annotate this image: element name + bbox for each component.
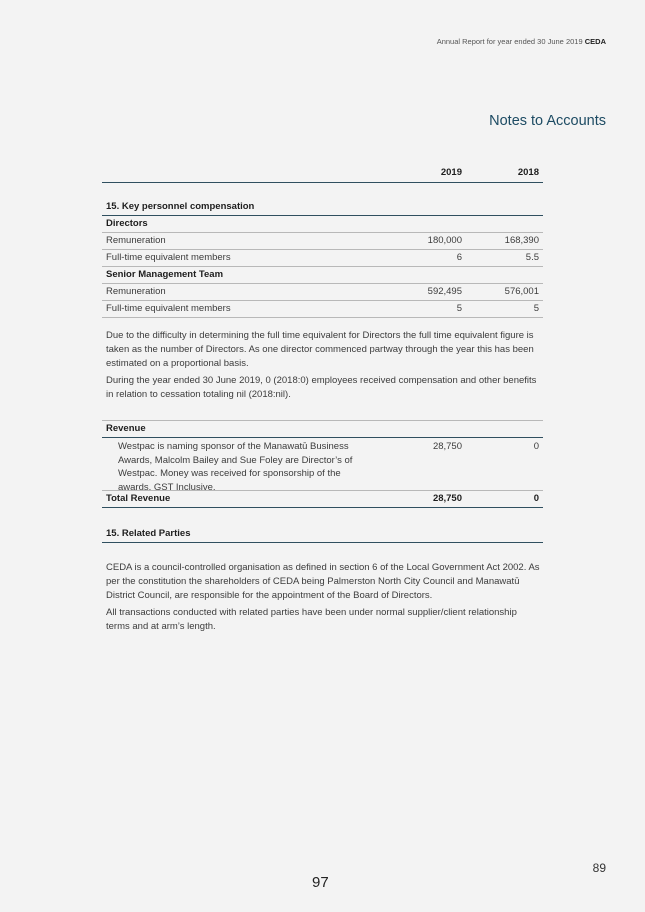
- revenue-title-row: [102, 421, 543, 438]
- page-header: [437, 37, 606, 46]
- personnel-table: [102, 165, 543, 318]
- col-2018: 2018: [517, 167, 539, 178]
- related-title-row: [102, 526, 543, 543]
- report-page-number: 89: [592, 861, 606, 875]
- revenue-total-2018: 0: [533, 493, 539, 504]
- table-row: Full-time equivalent members 5 5: [102, 301, 543, 318]
- document-page-number: 97: [312, 874, 329, 891]
- personnel-title: 15. Key personnel compensation: [106, 201, 255, 212]
- revenue-item-2019: 28,750: [432, 441, 462, 452]
- revenue-item-desc: Westpac is naming sponsor of the Manawatū Business Awards, Malcolm Bailey and Sue Foley are Director’s of Westpac. Money was received for sponsorship of the awards. GST Inclusive.: [118, 441, 353, 493]
- directors-heading: Directors: [106, 218, 148, 229]
- smt-heading: Senior Management Team: [106, 269, 224, 280]
- related-title: 15. Related Parties: [106, 528, 191, 539]
- personnel-title-row: [102, 199, 543, 216]
- column-header-row: [102, 165, 543, 183]
- cessation-note: During the year ended 30 June 2019, 0 (2018:0) employees received compensation and other benefits in relation to cessation totaling nil (2018:nil).: [106, 375, 537, 400]
- related-paragraph-2: All transactions conducted with related parties have been under normal supplier/client relationship terms and at arm’s length.: [106, 607, 517, 632]
- fte-note: Due to the difficulty in determining the full time equivalent for Directors the full time equivalent figure is taken as the number of Directors. As one director commenced partway through the year this has been estimated on a proportional basis.: [106, 330, 534, 369]
- smt-heading-row: [102, 267, 543, 284]
- section-title: Notes to Accounts: [489, 113, 606, 129]
- revenue-total-2019: 28,750: [432, 493, 462, 504]
- revenue-total-label: Total Revenue: [106, 493, 171, 504]
- revenue-item-row: [102, 438, 543, 491]
- revenue-total-row: [102, 491, 543, 508]
- header-brand: CEDA: [584, 37, 606, 46]
- table-row: Remuneration 180,000 168,390: [102, 233, 543, 250]
- related-parties-heading: [102, 526, 543, 543]
- col-2019: 2019: [440, 167, 462, 178]
- revenue-title: Revenue: [106, 423, 146, 434]
- table-row: Full-time equivalent members 6 5.5: [102, 250, 543, 267]
- header-text: Annual Report for year ended 30 June 2019: [436, 37, 583, 46]
- table-row: Remuneration 592,495 576,001: [102, 284, 543, 301]
- revenue-item-2018: 0: [533, 441, 539, 452]
- directors-heading-row: [102, 216, 543, 233]
- revenue-table: [102, 420, 543, 508]
- related-paragraph-1: CEDA is a council-controlled organisation as defined in section 6 of the Local Government Act 2002. As per the constitution the shareholders of CEDA being Palmerston North City Council and Manawatū District Council, are responsible for the appointment of the Board of Directors.: [106, 562, 540, 601]
